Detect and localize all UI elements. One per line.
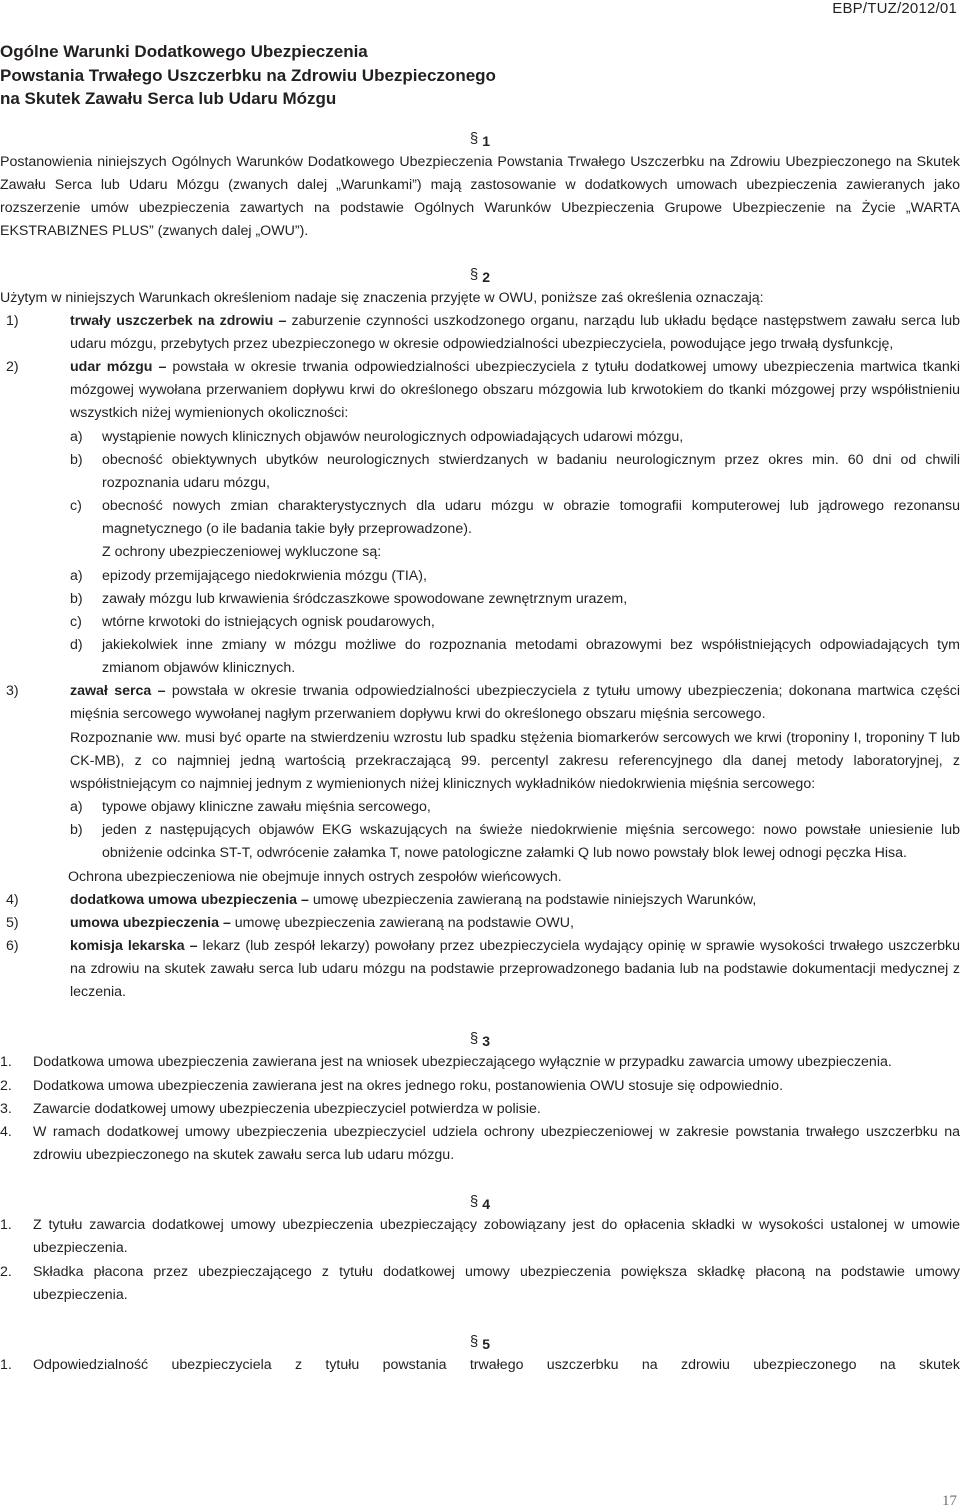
- item-number: 1.: [0, 1217, 12, 1234]
- section-number: 1: [482, 133, 491, 149]
- section-mark: §: [469, 1193, 479, 1211]
- definition-text: umowę ubezpieczenia zawieraną na podstawie niniejszych Warunków,: [308, 891, 757, 908]
- document-title: [0, 40, 496, 111]
- item-number: 1.: [0, 1054, 12, 1071]
- definition-text: powstała w okresie trwania odpowiedzialności ubezpieczyciela z tytułu dodatkowej umowy ubezpieczenia martwica tkanki mózgowej wywołana przerwaniem dopływu krwi do określonego obszaru mózgowia lub krwotokiem do tkanki mózgowej przy współistnieniu wszystkich niżej wymienionych okoliczności:: [70, 359, 960, 422]
- title-line: Ogólne Warunki Dodatkowego Ubezpieczenia: [0, 42, 368, 61]
- item-text: Składka płacona przez ubezpieczającego z tytułu dodatkowej umowy ubezpieczenia powiększa składkę płaconą na podstawie umowy ubezpieczenia.: [33, 1263, 960, 1303]
- sub-item-letter: b): [70, 822, 83, 839]
- section-2-intro: Użytym w niniejszych Warunkach określeniom nadaje się znaczenia przyjęte w OWU, poniższe zaś określenia oznaczają:: [0, 289, 764, 306]
- item-number: 4.: [0, 1123, 12, 1140]
- definition-term: komisja lekarska –: [70, 938, 198, 954]
- sub-item-text: wystąpienie nowych klinicznych objawów neurologicznych odpowiadających udarowi mózgu,: [102, 428, 684, 445]
- page-number: 17: [942, 1493, 957, 1509]
- sub-item-letter: a): [70, 428, 83, 445]
- definition-text: zaburzenie czynności uszkodzonego organu, narządu lub układu będące następstwem zawału serca lub udaru mózgu, przebytych przez ubezpieczonego w okresie odpowiedzialności ubezpieczyciela, powodujące jego trwałą dysfunkcję,: [70, 312, 960, 352]
- item-number: 2.: [0, 1077, 12, 1094]
- definition-text: umowę ubezpieczenia zawieraną na podstawie OWU,: [230, 914, 574, 931]
- sub-item-text: epizody przemijającego niedokrwienia mózgu (TIA),: [102, 567, 427, 584]
- sub-item: [0, 611, 960, 634]
- sub-item-letter: b): [70, 451, 83, 468]
- sub-item-letter: b): [70, 590, 83, 607]
- numbered-item: [0, 1214, 960, 1260]
- section-number: 2: [482, 268, 491, 285]
- item-text: Dodatkowa umowa ubezpieczenia zawierana jest na wniosek ubezpieczającego wyłącznie w przypadku zawarcia umowy ubezpieczenia.: [33, 1054, 892, 1071]
- numbered-item: [0, 1354, 960, 1377]
- section-heading: [0, 265, 960, 287]
- item-number: 6): [6, 938, 19, 954]
- exclusion-note: Ochrona ubezpieczeniowa nie obejmuje innych ostrych zespołów wieńcowych.: [68, 868, 562, 885]
- sub-item: [0, 819, 960, 865]
- sub-item-letter: d): [70, 636, 83, 653]
- sub-item-text: obecność nowych zmian charakterystycznych dla udaru mózgu w obrazie tomografii komputerowej lub jądrowego rezonansu magnetycznego (o ile badania takie były przeprowadzone).: [102, 498, 960, 538]
- sub-item-text: wtórne krwotoki do istniejących ognisk poudarowych,: [102, 613, 435, 630]
- sub-item: [0, 495, 960, 541]
- item-number: 2): [6, 359, 19, 376]
- item-number: 1.: [0, 1356, 12, 1373]
- title-line: Powstania Trwałego Uszczerbku na Zdrowiu Ubezpieczonego: [0, 65, 496, 85]
- item-text: Z tytułu zawarcia dodatkowej umowy ubezpieczenia ubezpieczający zobowiązany jest do opłacenia składki w wysokości ustalonej w umowie ubezpieczenia.: [33, 1217, 960, 1257]
- item-number: 5): [6, 914, 19, 931]
- item-number: 4): [6, 891, 19, 908]
- definition-item: [0, 310, 960, 356]
- item-number: 2.: [0, 1263, 12, 1280]
- sub-item-text: typowe objawy kliniczne zawału mięśnia sercowego,: [102, 799, 431, 816]
- definition-text: lekarz (lub zespół lekarzy) powołany przez ubezpieczyciela wydający opinię w sprawie wysokości trwałego uszczerbku na zdrowiu na skutek zawału serca lub udaru mózgu na podstawie przeprowadzonego badania lub na podstawie dokumentacji medycznej z leczenia.: [70, 938, 960, 1001]
- definition-text: powstała w okresie trwania odpowiedzialności ubezpieczyciela z tytułu umowy ubezpieczenia; dokonana martwica części mięśnia sercowego wywołanej nagłym przerwaniem dopływu krwi do określonego obszaru mięśnia sercowego.: [70, 683, 960, 723]
- definition-item: [0, 356, 960, 425]
- sub-item-letter: c): [70, 498, 82, 515]
- title-line: na Skutek Zawału Serca lub Udaru Mózgu: [0, 89, 337, 108]
- section-mark: §: [469, 1030, 479, 1048]
- numbered-item: [0, 1121, 960, 1167]
- definition-item: [0, 935, 960, 1004]
- sub-item: [0, 426, 960, 449]
- section-number: 5: [482, 1335, 491, 1352]
- item-text: Zawarcie dodatkowej umowy ubezpieczenia ubezpieczyciel potwierdza w polisie.: [33, 1100, 541, 1117]
- section-heading: [0, 132, 960, 151]
- sub-item-letter: a): [70, 799, 83, 816]
- item-number: 3.: [0, 1100, 12, 1117]
- section-mark: §: [469, 1332, 479, 1350]
- section-mark: §: [469, 130, 479, 147]
- section-mark: §: [469, 265, 479, 283]
- section-number: 3: [482, 1033, 491, 1050]
- section-heading: [0, 1032, 960, 1051]
- item-number: 3): [6, 683, 19, 700]
- definition-item: [0, 680, 960, 726]
- document-body: [0, 132, 960, 1377]
- section-number: 4: [482, 1196, 491, 1213]
- item-text: Dodatkowa umowa ubezpieczenia zawierana jest na okres jednego roku, postanowienia OWU stosuje się odpowiednio.: [33, 1077, 784, 1094]
- numbered-item: [0, 1051, 960, 1074]
- sub-item: [0, 565, 960, 588]
- sub-item: [0, 449, 960, 495]
- item-number: 1): [6, 312, 19, 329]
- section-1-text: Postanowienia niniejszych Ogólnych Warunków Dodatkowego Ubezpieczenia Powstania Trwałego Uszczerbku na Zdrowiu Ubezpieczonego na Skutek Zawału Serca lub Udaru Mózgu (zwanych dalej „Warunkami”) mają zastosowanie w dodatkowych umowach ubezpieczenia zawieranych jako rozszerzenie umów ubezpieczenia zawartych na podstawie Ogólnych Warunków Ubezpieczenia Grupowe Ubezpieczenie na Życie „WARTA EKSTRABIZNES PLUS” (zwanych dalej „OWU”).: [0, 154, 960, 240]
- definition-term: udar mózgu –: [70, 359, 167, 376]
- numbered-item: [0, 1261, 960, 1307]
- item-text: W ramach dodatkowej umowy ubezpieczenia ubezpieczyciel udziela ochrony ubezpieczeniowej w zakresie powstania trwałego uszczerbku na zdrowiu ubezpieczonego na skutek zawału serca lub udaru mózgu.: [33, 1123, 960, 1164]
- document-code: EBP/TUZ/2012/01: [832, 0, 957, 17]
- sub-item-text: obecność obiektywnych ubytków neurologicznych stwierdzanych w badaniu neurologicznym przez okres min. 60 dni od chwili rozpoznania udaru mózgu,: [102, 451, 960, 491]
- definition-term: trwały uszczerbek na zdrowiu –: [70, 312, 287, 329]
- item-text: Odpowiedzialność ubezpieczyciela z tytułu powstania trwałego uszczerbku na zdrowiu ubezpieczonego na skutek: [33, 1356, 960, 1373]
- definition-item: [0, 912, 960, 935]
- sub-item: [0, 796, 960, 819]
- exclusions-intro: Z ochrony ubezpieczeniowej wykluczone są:: [102, 544, 382, 561]
- numbered-item: [0, 1098, 960, 1121]
- numbered-item: [0, 1075, 960, 1098]
- definition-term: umowa ubezpieczenia –: [70, 914, 231, 931]
- definition-term: zawał serca –: [70, 683, 166, 700]
- sub-item-text: jeden z następujących objawów EKG wskazujących na świeże niedokrwienie mięśnia sercowego: nowo powstałe uniesienie lub obniżenie odcinka ST-T, odwrócenie załamka T, nowe patologiczne załamki Q lub nowo powstały blok lewej odnogi pęczka Hisa.: [102, 822, 960, 862]
- sub-item-letter: c): [70, 613, 82, 630]
- section-heading: [0, 1195, 960, 1214]
- sub-item-text: jakiekolwiek inne zmiany w mózgu możliwe do rozpoznania metodami obrazowymi bez współistniejących odpowiadających tym zmianom objawów klinicznych.: [102, 636, 960, 677]
- definition-term: dodatkowa umowa ubezpieczenia –: [70, 891, 309, 908]
- sub-item-text: zawały mózgu lub krwawienia śródczaszkowe spowodowane zewnętrznym urazem,: [102, 590, 628, 607]
- sub-item: [0, 588, 960, 611]
- section-heading: [0, 1332, 960, 1354]
- diagnosis-criteria: Rozpoznanie ww. musi być oparte na stwierdzeniu wzrostu lub spadku stężenia biomarkerów sercowych we krwi (troponiny I, troponiny T lub CK-MB), z co najmniej jedną wartością przekraczającą 99. percentyl zakresu referencyjnego dla danej metody laboratoryjnej, z współistniejącym co najmniej jednym z wymienionych niżej klinicznych wykładników niedokrwienia mięśnia sercowego:: [70, 729, 960, 792]
- sub-item-letter: a): [70, 567, 83, 584]
- sub-item: [0, 634, 960, 680]
- definition-item: [0, 889, 960, 912]
